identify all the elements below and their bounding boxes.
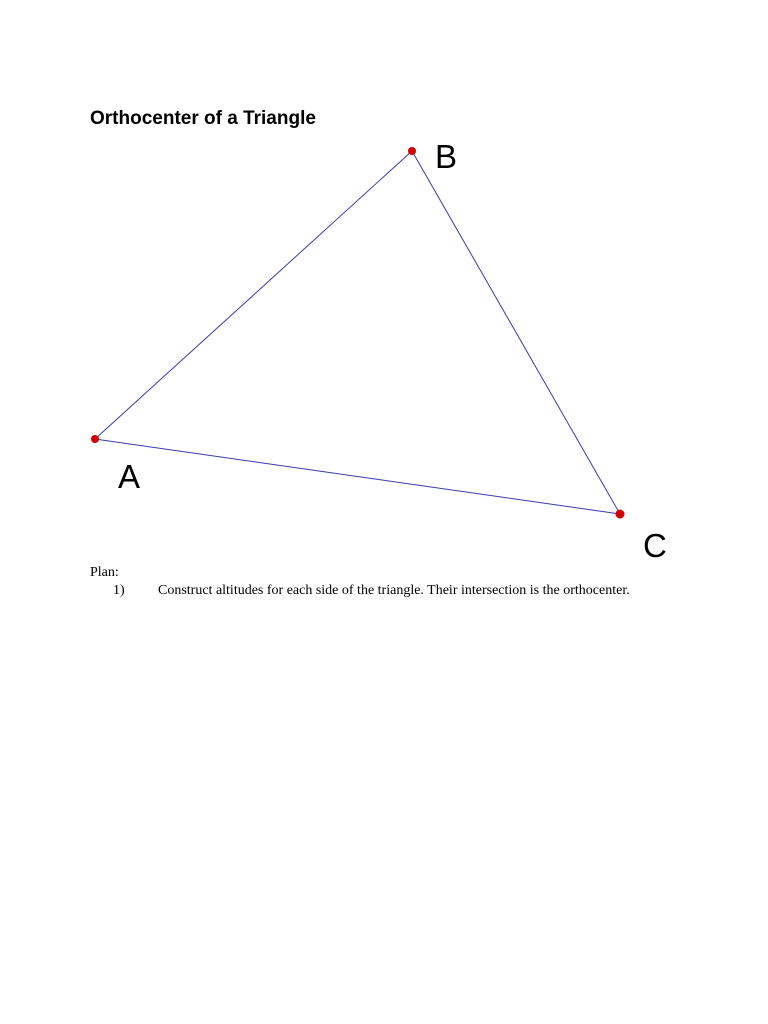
edge-bc bbox=[412, 151, 620, 514]
plan-step-number: 1) bbox=[113, 583, 125, 598]
plan-step-text: Construct altitudes for each side of the triangle. Their intersection is the orthocenter. bbox=[158, 583, 630, 598]
edge-ca bbox=[95, 439, 620, 514]
triangle-edges bbox=[95, 151, 620, 514]
vertex-b-point bbox=[408, 147, 416, 155]
vertex-labels bbox=[118, 138, 667, 564]
page-title: Orthocenter of a Triangle bbox=[90, 108, 316, 129]
vertex-c-point bbox=[616, 510, 625, 519]
vertex-a-label: A bbox=[118, 458, 141, 495]
triangle-vertices bbox=[91, 147, 625, 519]
vertex-b-label: B bbox=[435, 138, 458, 175]
vertex-a-point bbox=[91, 435, 99, 443]
plan-heading: Plan: bbox=[90, 565, 119, 580]
edge-ab bbox=[95, 151, 412, 439]
vertex-c-label: C bbox=[643, 527, 667, 564]
